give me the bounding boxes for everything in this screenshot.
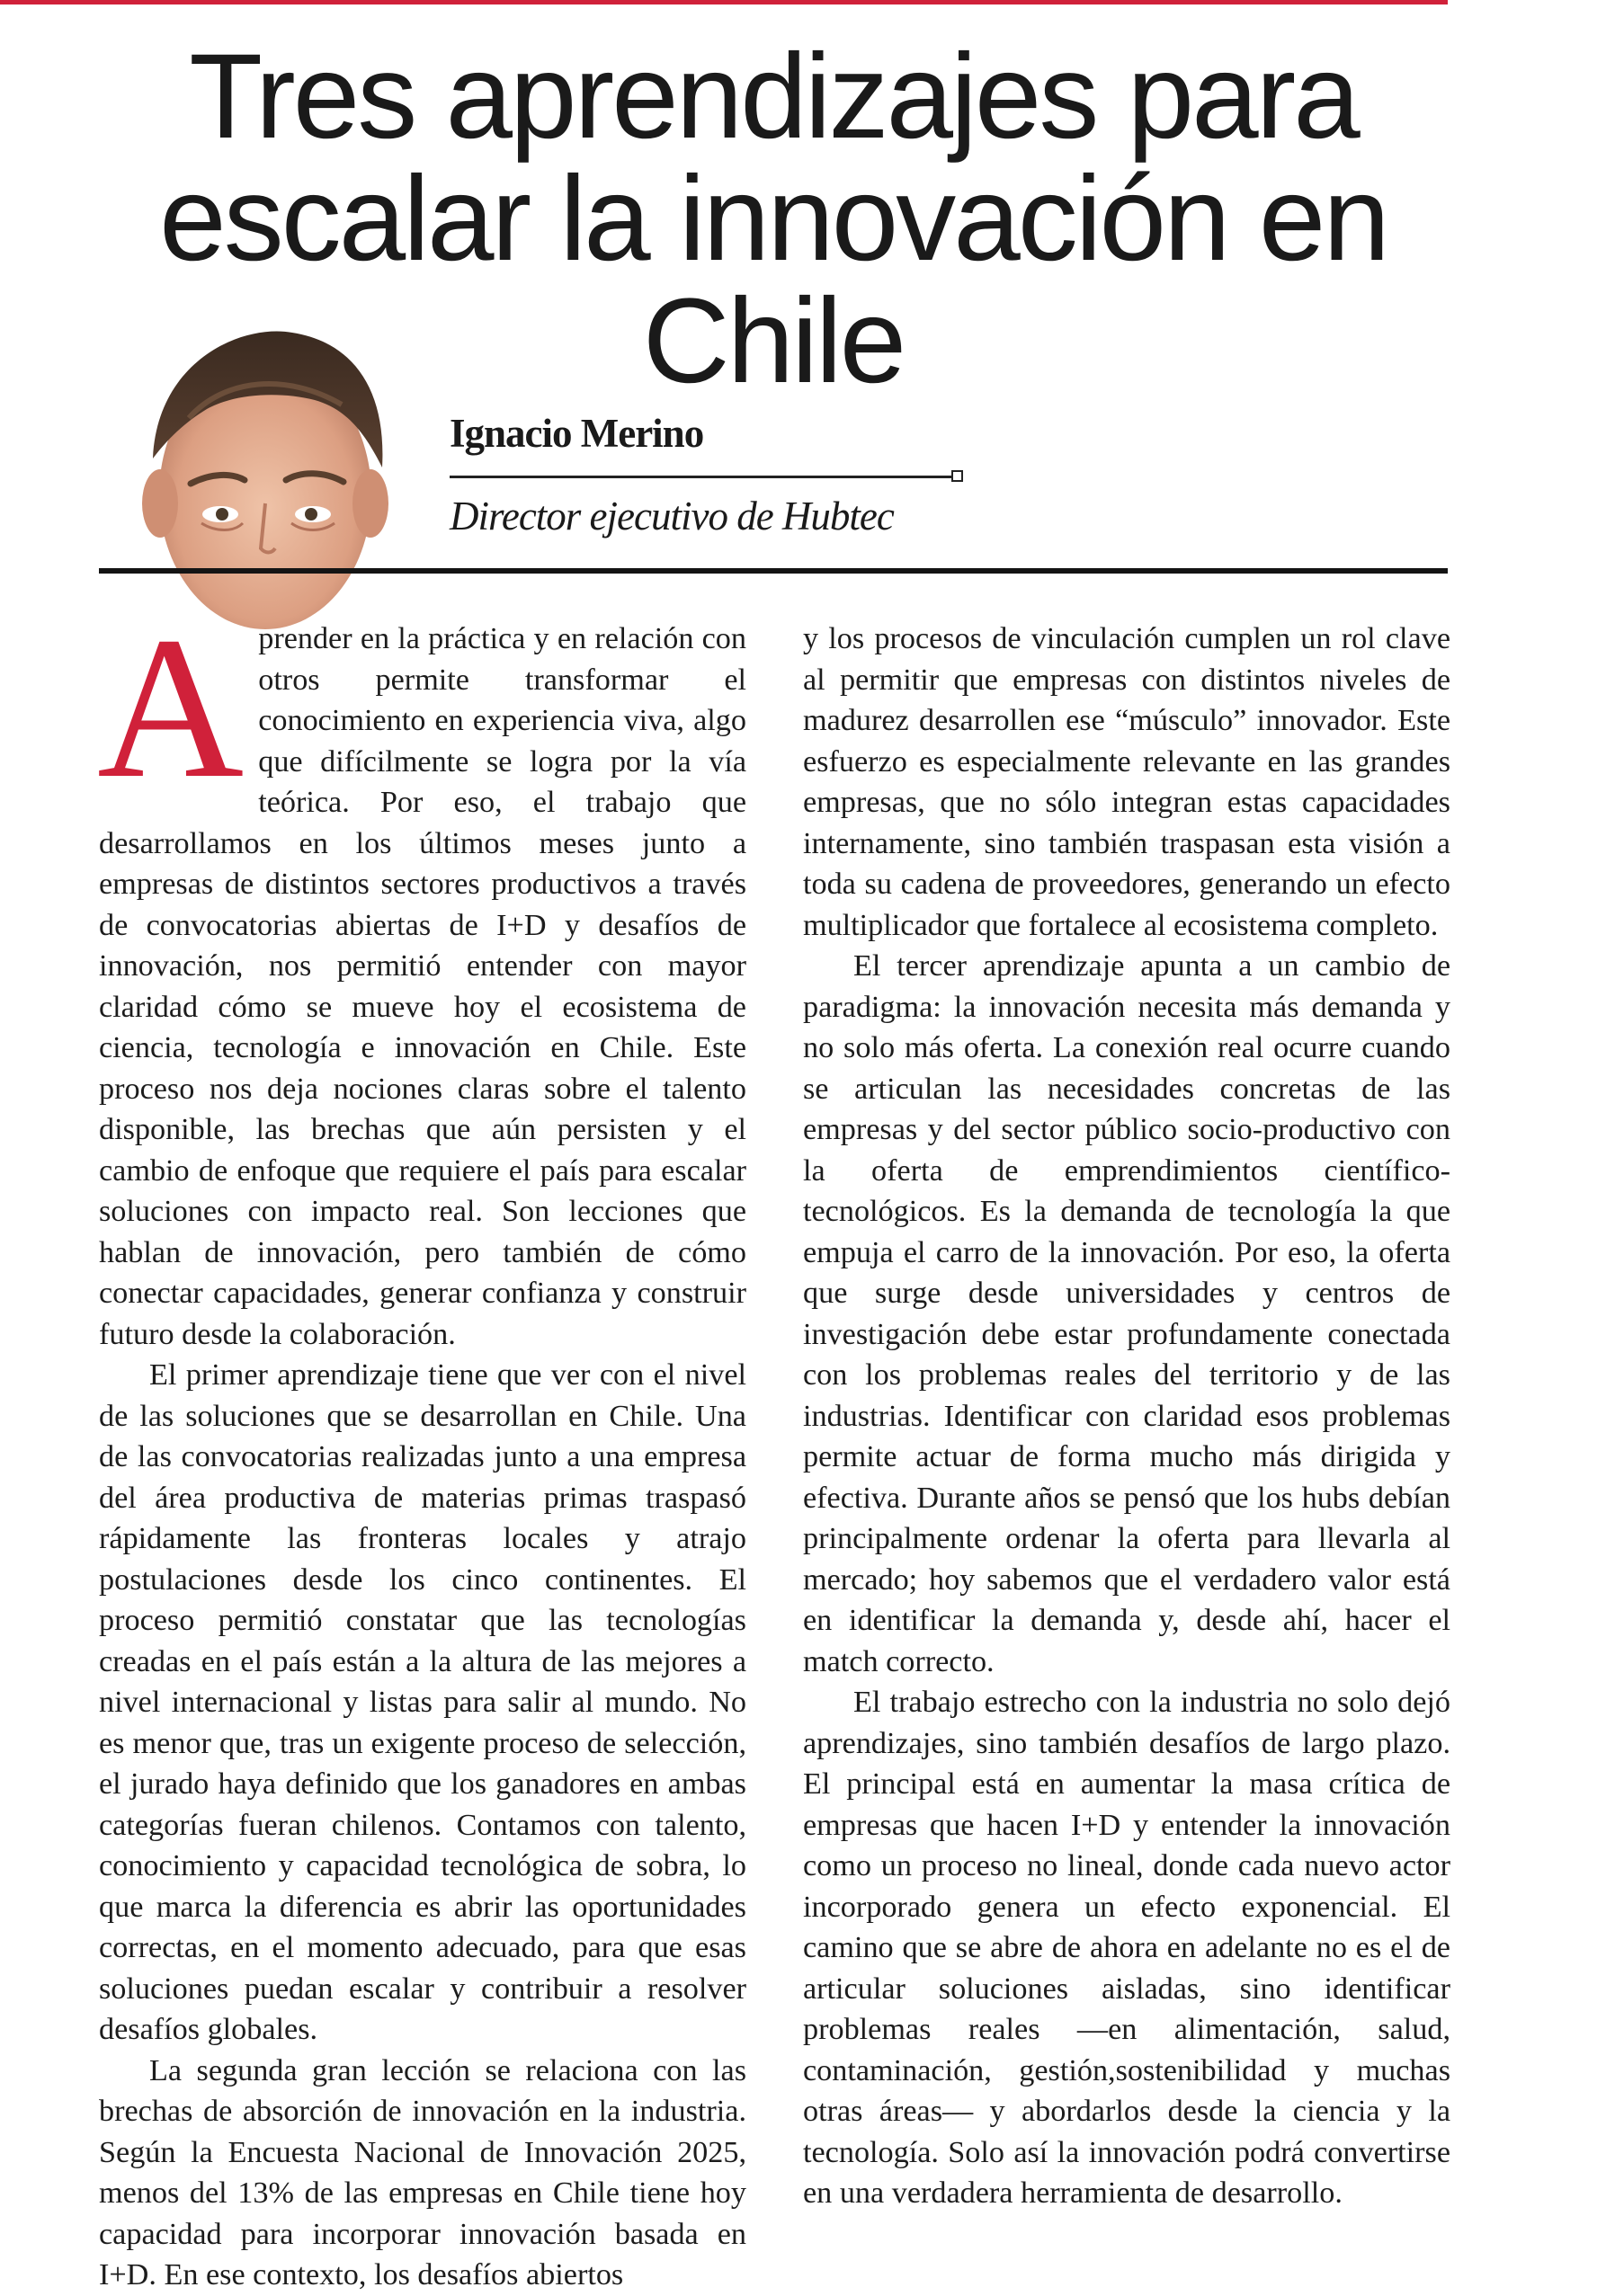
- article-column-left: [97, 595, 746, 2292]
- author-name: Ignacio Merino: [450, 411, 704, 456]
- author-portrait-illustration: [135, 324, 396, 566]
- article-paragraph: La segunda gran lección se relaciona con las brechas de absorción de innovación en la industria. Según la Encuesta Nacional de Innovación 2025, menos del 13% de las empresas en Chile tiene hoy capacidad para incorporar innovación basada en I+D. En ese contexto, los desafíos abiertos: [99, 2053, 746, 2292]
- byline-divider: [450, 476, 953, 478]
- headline: Tres aprendizajes para escalar la innovación en Chile: [159, 30, 1387, 408]
- article-paragraph: y los procesos de vinculación cumplen un rol clave al permitir que empresas con distintos niveles de madurez desarrollen ese “músculo” innovador. Este esfuerzo es especialmente relevante en las grandes empresas, que no sólo integran estas capacidades internamente, sino también traspasan esta visión a toda su cadena de proveedores, generando un efecto multiplicador que fortalece al ecosistema completo.: [803, 622, 1450, 942]
- paragraph-text: prender en la práctica y en relación con otros permite transformar el conocimiento en experiencia viva, algo que difícilmente se logra por la vía teórica. Por eso, el trabajo que desarrollamos en los últimos meses junto a empresas de distintos sectores productivos a través de convocatorias abiertas de I+D y desafíos de innovación, nos permitió entender con mayor claridad cómo se mueve hoy el ecosistema de ciencia, tecnología e innovación en Chile. Este proceso nos deja nociones claras sobre el talento disponible, las brechas que aún persisten y el cambio de enfoque que requiere el país para escalar soluciones con impacto real. Son lecciones que hablan de innovación, pero también de cómo conectar capacidades, generar confianza y construir futuro desde la colaboración.: [99, 622, 746, 1351]
- top-accent-rule: [0, 0, 1448, 4]
- article-column-right: [803, 618, 1450, 2255]
- byline-divider-end-ornament: [951, 470, 963, 482]
- section-divider: [99, 568, 1448, 574]
- article-paragraph: El trabajo estrecho con la industria no solo dejó aprendizajes, sino también desafíos de largo plazo. El principal está en aumentar la masa crítica de empresas que hacen I+D y entender la innovación como un proceso no lineal, donde cada nuevo actor incorporado genera un efecto exponencial. El camino que se abre de ahora en adelante no es el de articular soluciones aisladas, sino identificar problemas reales —en alimentación, salud, contaminación, gestión,sostenibilidad y muchas otras áreas— y abordarlos desde la ciencia y la tecnología. Solo así la innovación podrá convertirse en una verdadera herramienta de desarrollo.: [803, 1686, 1450, 2210]
- article-paragraph: El primer aprendizaje tiene que ver con el nivel de las soluciones que se desarrollan en Chile. Una de las convocatorias realizadas junto a una empresa del área productiva de materias primas traspasó rápidamente las fronteras locales y atrajo postulaciones desde los cinco continentes. El proceso permitió constatar que las tecnologías creadas en el país están a la altura de las mejores a nivel internacional y listas para salir al mundo. No es menor que, tras un exigente proceso de selección, el jurado haya definido que los ganadores en ambas categorías fueran chilenos. Contamos con talento, conocimiento y capacidad tecnológica de sobra, lo que marca la diferencia es abrir las oportunidades correctas, en el momento adecuado, para que esas soluciones puedan escalar y contribuir a resolver desafíos globales.: [99, 1358, 746, 2046]
- author-role: Director ejecutivo de Hubtec: [450, 494, 894, 538]
- article-paragraph: El tercer aprendizaje apunta a un cambio de paradigma: la innovación necesita más demanda y no solo más oferta. La conexión real ocurre cuando se articulan las necesidades concretas de las empresas y del sector público socio-productivo con la oferta de emprendimientos científico-tecnológicos. Es la demanda de tecnología la que empuja el carro de la innovación. Por eso, la oferta que surge desde universidades y centros de investigación debe estar profundamente conectada con los problemas reales del territorio y de las industrias. Identificar con claridad esos problemas permite actuar de forma mucho más dirigida y efectiva. Durante años se pensó que los hubs debían principalmente ordenar la oferta para llevarla al mercado; hoy sabemos que el verdadero valor está en identificar la demanda y, desde ahí, hacer el match correcto.: [803, 949, 1450, 1678]
- article-paragraph: [97, 595, 746, 1355]
- author-photo: [135, 324, 396, 566]
- drop-cap: A: [97, 595, 245, 820]
